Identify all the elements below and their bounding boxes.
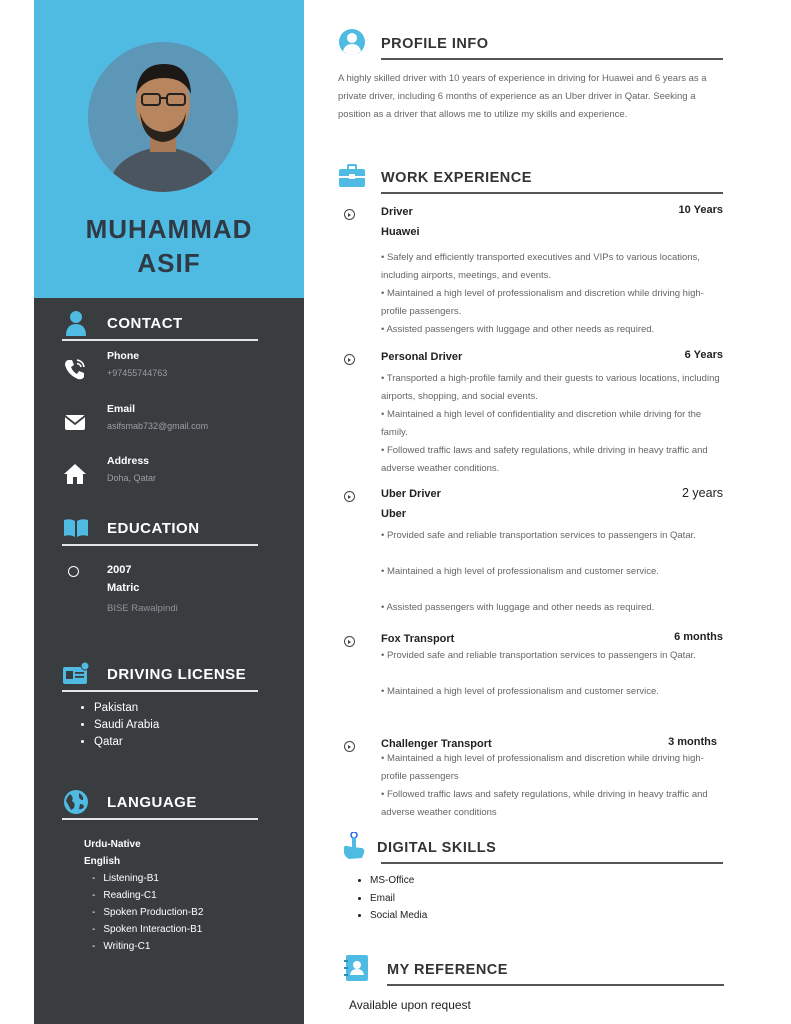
profile-photo [88,42,238,192]
email-label: Email [107,403,136,415]
reference-title: MY REFERENCE [387,962,508,978]
list-item: • Social Media [370,907,427,925]
contact-phone [34,350,304,390]
contact-divider [62,339,258,341]
license-section-header [34,654,304,694]
job-bullet: • Followed traffic laws and safety regulations, while driving in heavy traffic and adverse weather conditions [381,789,708,818]
job-bullet: • Maintained a high level of professionalism and customer service. [381,686,659,697]
job-bullet: • Assisted passengers with luggage and other needs as required. [381,324,655,335]
job-duration: 10 Years [678,204,723,216]
name-first: MUHAMMAD [85,214,253,244]
user-circle-icon [338,28,366,56]
education-divider [62,544,258,546]
name-last: ASIF [137,248,201,278]
language-english: English [84,856,121,867]
list-item: • Pakistan [94,700,159,717]
home-icon [62,461,88,487]
profile-summary: A highly skilled driver with 10 years of experience in driving for Huawei and 6 years as a private driver, including 6 months of experience as an Uber driver in Qatar. Seeking a position as a driver that allows me to utilize my skills and experience. [338,73,707,120]
work-title: WORK EXPERIENCE [381,170,532,186]
sidebar-header [34,0,304,298]
job-title: Personal Driver [381,351,463,363]
job-duration: 3 months [668,736,717,748]
job-bullet: • Transported a high-profile family and their guests to various locations, including airports, shopping, and social events. [381,373,720,402]
list-item: - Reading-C1 [104,887,203,904]
job-company: Huawei [381,226,420,238]
education-section-header [34,508,304,548]
job-bullet: • Maintained a high level of professionalism and customer service. [381,566,659,577]
address-label: Address [107,455,150,467]
address-value: Doha, Qatar [107,473,157,483]
timeline-bullet-icon [344,354,355,365]
contact-title: CONTACT [107,315,183,332]
job-title: Uber Driver [381,488,441,500]
list-item: - Spoken Production-B2 [104,904,203,921]
job-bullet: • Provided safe and reliable transportation services to passengers in Qatar. [381,530,696,541]
contact-section-header [34,303,304,343]
book-icon [62,514,90,542]
phone-label: Phone [107,350,140,362]
work-divider [381,192,723,194]
list-item: • MS-Office [370,872,427,890]
phone-value[interactable]: +97455744763 [107,368,168,378]
main-content [304,0,791,1024]
job-duration: 2 years [682,486,723,500]
person-icon [62,309,90,337]
education-year: 2007 [107,564,132,576]
contact-address [34,455,304,495]
job-title: Driver [381,206,413,218]
list-item: • Email [370,890,427,908]
language-divider [62,818,258,820]
email-value[interactable]: asifsmab732@gmail.com [107,421,209,431]
job-bullet: • Safely and efficiently transported executives and VIPs to various locations, including airports, meetings, and events. [381,252,700,281]
pointing-hand-icon [338,832,366,860]
job-bullet: • Maintained a high level of professionalism and discretion while driving high-profile passengers. [381,288,704,317]
work-section-header [338,162,723,196]
education-board: BISE Rawalpindi [107,603,178,614]
envelope-icon [62,409,88,435]
sidebar [34,0,304,1024]
license-list [78,700,159,751]
reference-text: Available upon request [349,998,471,1012]
job-duration: 6 months [674,631,723,643]
job-bullet: • Followed traffic laws and safety regulations, while driving in heavy traffic and adverse weather conditions. [381,445,708,474]
education-degree: Matric [107,582,140,594]
id-card-icon [62,660,90,688]
job-bullet: • Provided safe and reliable transportation services to passengers in Qatar. [381,650,696,661]
profile-section-header [338,28,723,62]
language-title: LANGUAGE [107,794,197,811]
profile-divider [381,58,723,60]
skills-divider [381,862,723,864]
job-company: Uber [381,508,407,520]
list-item: - Spoken Interaction-B1 [104,921,203,938]
timeline-bullet-icon [344,491,355,502]
skills-section-header [338,832,723,866]
reference-section-header [344,954,724,988]
job-bullet: • Maintained a high level of professionalism and discretion while driving high-profile passengers [381,753,704,782]
job-bullet: • Maintained a high level of confidentiality and discretion while driving for the family. [381,409,702,438]
license-title: DRIVING LICENSE [107,666,247,683]
license-divider [62,690,258,692]
education-title: EDUCATION [107,520,200,537]
timeline-bullet-icon [344,209,355,220]
list-item: - Listening-B1 [104,870,203,887]
briefcase-icon [338,162,366,190]
skills-list [356,872,427,925]
contact-email [34,403,304,443]
phone-icon [62,356,88,382]
reference-divider [387,984,724,986]
profile-title: PROFILE INFO [381,36,489,52]
job-title: Challenger Transport [381,738,492,750]
job-title: Fox Transport [381,633,455,645]
skills-title: DIGITAL SKILLS [377,840,497,856]
list-item: • Saudi Arabia [94,717,159,734]
list-item: - Writing-C1 [104,938,203,955]
timeline-bullet-icon [68,566,79,577]
language-native: Urdu-Native [84,839,141,850]
timeline-bullet-icon [344,636,355,647]
globe-icon [62,788,90,816]
job-duration: 6 Years [684,349,723,361]
timeline-bullet-icon [344,741,355,752]
language-list [84,836,203,955]
job-bullet: • Assisted passengers with luggage and other needs as required. [381,602,655,613]
language-section-header [34,782,304,822]
list-item: • Qatar [94,734,159,751]
contacts-book-icon [344,954,372,982]
